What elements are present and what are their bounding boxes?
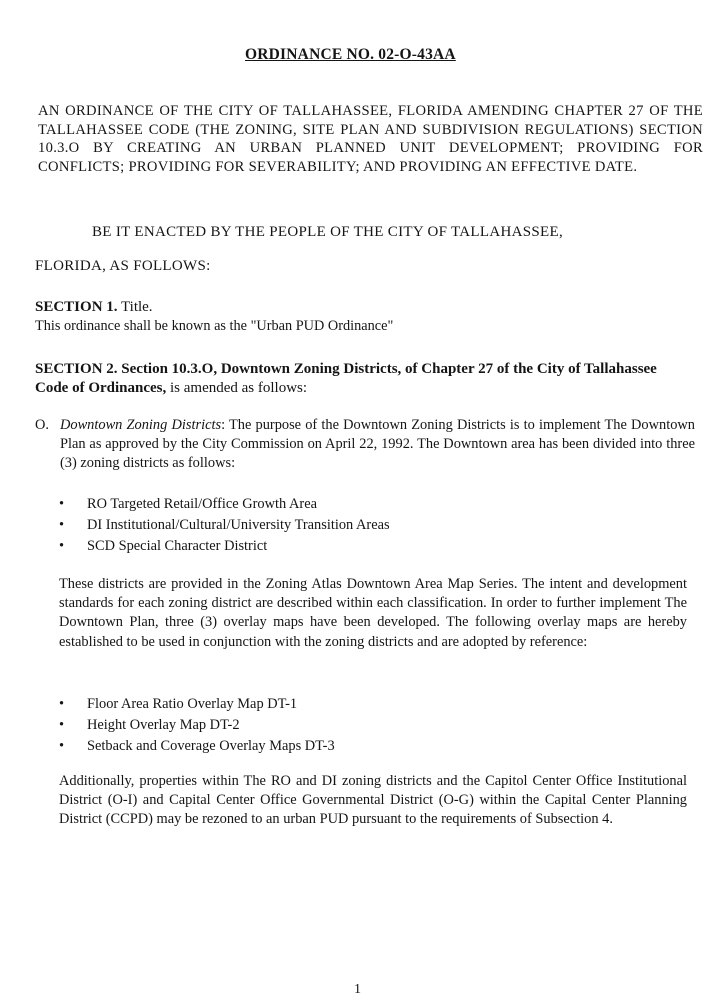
list-item [59, 715, 335, 736]
overlay-maps-list [59, 694, 335, 756]
bullet-icon: • [59, 516, 65, 533]
bullet-icon: • [59, 696, 65, 712]
paragraph-text [60, 416, 695, 472]
section-1-heading [35, 299, 153, 316]
list-item-text: DI Institutional/Cultural/University Transition Areas [87, 516, 390, 533]
section-1-body: This ordinance shall be known as the "Urban PUD Ordinance" [35, 318, 394, 334]
list-item [59, 694, 335, 715]
zoning-districts-list [59, 494, 390, 556]
list-item-text: Height Overlay Map DT-2 [87, 716, 240, 733]
overlay-maps-paragraph: These districts are provided in the Zoning Atlas Downtown Area Map Series. The intent and development standards for each zoning district are described within each classification. In order to further implement The Downtown Plan, three (3) overlay maps have been developed. The following overlay maps are hereby established to be used in conjunction with the zoning districts and are adopted by reference: [59, 576, 687, 650]
enacting-clause-line-2: FLORIDA, AS FOLLOWS: [35, 258, 211, 274]
list-item-text: Setback and Coverage Overlay Maps DT-3 [87, 737, 335, 754]
bullet-icon: • [59, 716, 65, 733]
list-item [59, 736, 335, 757]
section-2-heading-bold: SECTION 2. Section 10.3.O, Downtown Zoning Districts, of Chapter 27 of the City of Tallahassee Code of Ordinances, [35, 361, 657, 396]
list-item [59, 515, 390, 536]
defined-term: Downtown Zoning Districts [60, 417, 222, 433]
section-1-title: Title. [121, 299, 153, 315]
paragraph-body: : The purpose of the Downtown Zoning Districts is to implement The Downtown Plan as approved by the City Commission on April 22, 1992. The Downtown area has been divided into three (3) zoning districts as follows: [60, 417, 695, 471]
section-1-label: SECTION 1. [35, 299, 118, 315]
ordinance-preamble: AN ORDINANCE OF THE CITY OF TALLAHASSEE, FLORIDA AMENDING CHAPTER 27 OF THE TALLAHASSEE CODE (THE ZONING, SITE PLAN AND SUBDIVISION REGULATIONS) SECTION 10.3.O BY CREATING AN URBAN PLANNED UNIT DEVELOPMENT; PROVIDING FOR CONFLICTS; PROVIDING FOR SEVERABILITY; AND PROVIDING AN EFFECTIVE DATE. [38, 103, 703, 175]
enacting-clause-line-1: BE IT ENACTED BY THE PEOPLE OF THE CITY OF TALLAHASSEE, [92, 224, 563, 240]
downtown-zoning-paragraph [35, 416, 695, 472]
bullet-icon: • [59, 496, 65, 512]
list-item [59, 536, 390, 557]
section-2-heading [35, 360, 690, 398]
list-item-text: Floor Area Ratio Overlay Map DT-1 [87, 696, 298, 712]
list-item [59, 494, 390, 515]
bullet-icon: • [59, 537, 65, 554]
paragraph-label: O. [35, 417, 49, 433]
list-item-text: SCD Special Character District [87, 537, 268, 554]
urban-pud-paragraph: Additionally, properties within The RO and DI zoning districts and the Capitol Center Office Institutional District (O-I) and Capital Center Office Governmental District (O-G) within the Capital Center Planning District (CCPD) may be rezoned to an urban PUD pursuant to the requirements of Subsection 4. [59, 773, 687, 828]
section-2-heading-rest: is amended as follows: [170, 380, 308, 396]
bullet-icon: • [59, 737, 65, 754]
page-number: 1 [354, 982, 361, 997]
ordinance-title: ORDINANCE NO. 02-O-43AA [245, 46, 456, 63]
list-item-text: RO Targeted Retail/Office Growth Area [87, 496, 317, 512]
